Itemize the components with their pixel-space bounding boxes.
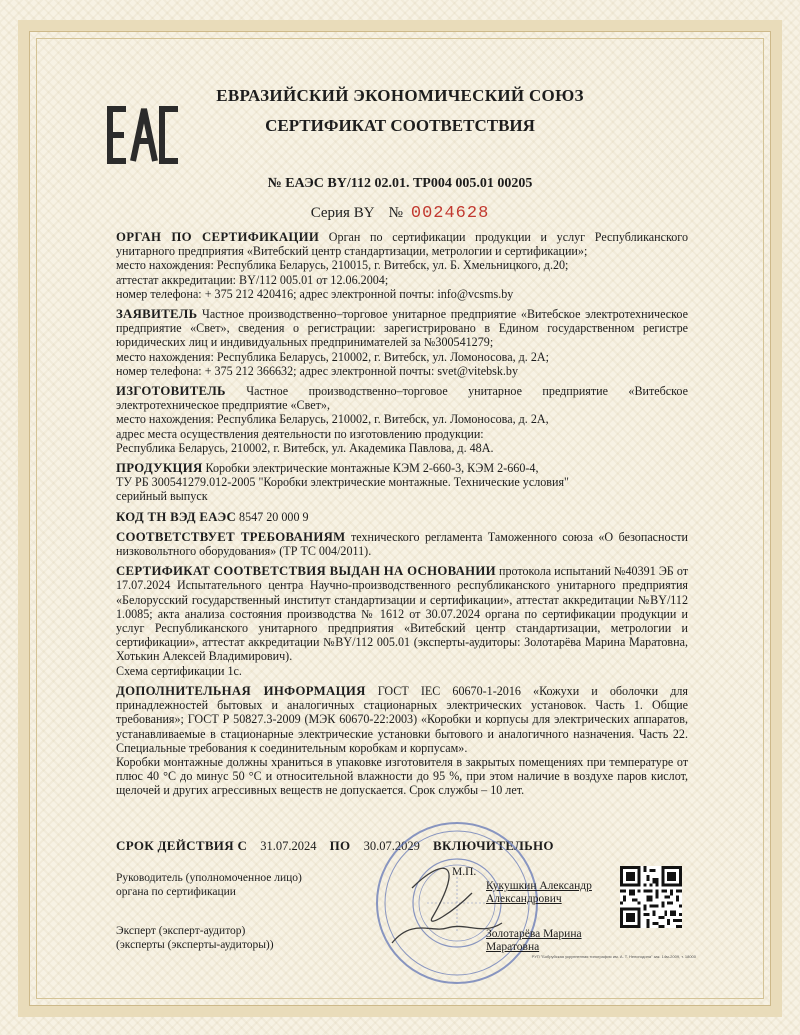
series-number: 0024628 xyxy=(410,204,490,223)
applicant-address: место нахождения: Республика Беларусь, 210002, г. Витебск, ул. Ломоносова, д. 2А; xyxy=(116,349,549,364)
expert-label-line-1: Эксперт (эксперт-аудитор) xyxy=(116,925,246,937)
eac-logo-icon xyxy=(106,105,182,165)
basis-section xyxy=(116,564,688,663)
section-label: СЕРТИФИКАТ СООТВЕТСТВИЯ ВЫДАН НА ОСНОВАНИИ xyxy=(116,564,496,579)
expert-name-line-2: Маратовна xyxy=(486,941,540,953)
product-release: серийный выпуск xyxy=(116,489,208,504)
body-accreditation: аттестат аккредитации: BY/112 005.01 от 12.06.2004; xyxy=(116,272,389,287)
union-title: ЕВРАЗИЙСКИЙ ЭКОНОМИЧЕСКИЙ СОЮЗ xyxy=(216,86,584,105)
head-name-line-2: Александрович xyxy=(486,893,562,905)
series-line xyxy=(120,204,680,223)
validity-label: СРОК ДЕЙСТВИЯ С xyxy=(116,838,248,853)
head-name xyxy=(486,880,592,906)
head-signature-label xyxy=(116,871,302,899)
section-label: СООТВЕТСТВУЕТ ТРЕБОВАНИЯМ xyxy=(116,529,346,544)
certificate-body xyxy=(116,230,688,798)
section-text: Орган по сертификации продукции и услуг Республиканского унитарного предприятия «Витебский центр стандартизации, метрологии и сертификации»; xyxy=(116,230,689,259)
number-symbol: № xyxy=(388,205,403,221)
validity-to: 30.07.2029 xyxy=(363,839,420,853)
section-text: ГОСТ IEC 60670-1-2016 «Кожухи и оболочки для принадлежностей бытовых и аналогичных стационарных электрических установок. Часть 1. Общие требования»; ГОСТ Р 50827.3-2009 (МЭК 60670-22:2003) «Коробки и корпусы для электрических аппаратов, устанавливаемые в стационарные электрические установки бытового и аналогичного назначения. Часть 22. Специальные требования к соединительным коробкам и корпусам». xyxy=(116,683,688,755)
storage-conditions: Коробки монтажные должны храниться в упаковке изготовителя в закрытых помещениях при температуре от плюс 40 °С до минус 50 °С и относительной влажности до 95 %, при этом наличие в воздухе паров кислот, щелочей и других агрессивных веществ не допускается. Срок службы – 10 лет. xyxy=(116,754,688,798)
product-standard: ТУ РБ 300541279.012-2005 "Коробки электрические монтажные. Технические условия" xyxy=(116,475,569,490)
manufacturer-section xyxy=(116,384,688,412)
seal-place: М.П. xyxy=(452,866,477,878)
applicant-contacts: номер телефона: + 375 212 366632; адрес электронной почты: svet@vitebsk.by xyxy=(116,363,519,378)
compliance-section xyxy=(116,530,688,558)
section-label: ИЗГОТОВИТЕЛЬ xyxy=(116,384,226,399)
document-title: СЕРТИФИКАТ СООТВЕТСТВИЯ xyxy=(265,116,535,135)
code-value: 8547 20 000 9 xyxy=(236,509,309,524)
expert-signature-label xyxy=(116,924,274,952)
certification-body-section xyxy=(116,230,688,258)
series-label: Серия BY xyxy=(310,205,375,221)
section-text: протокола испытаний №40391 ЭБ от 17.07.2024 Испытательного центра Научно-производственного республиканского унитарного предприятия «Белорусский государственный институт стандартизации и сертификации», аттестат аккредитации №BY/112 1.0085; акта анализа состояния производства № 1612 от 30.07.2024 органа по сертификации продукции и услуг Республиканского унитарного предприятия «Витебский центр стандартизации, метрологии и сертификации», аттестат аккредитации №BY/112 005.01 (эксперты-аудиторы: Золотарёва Марина Маратовна, Хотькин Алексей Владимирович). xyxy=(116,564,688,664)
section-label: КОД ТН ВЭД ЕАЭС xyxy=(116,509,236,524)
section-label: ЗАЯВИТЕЛЬ xyxy=(116,307,198,322)
head-name-line-1: Кукушкин Александр xyxy=(486,880,592,892)
printer-imprint: РУП "Бобруйская укрупненная типография им. А. Т. Непогодина" зак. 14м-2009, т. 18000 xyxy=(531,954,696,959)
product-section xyxy=(116,461,688,475)
expert-label-line-2: (эксперты (эксперты-аудиторы)) xyxy=(116,939,274,951)
code-section xyxy=(116,510,688,524)
section-text: Коробки электрические монтажные КЭМ 2-660-3, КЭМ 2-660-4, xyxy=(202,461,539,476)
validity-to-label: ПО xyxy=(329,838,351,853)
qr-code-icon xyxy=(620,866,682,928)
applicant-section xyxy=(116,307,688,350)
expert-name-line-1: Золотарёва Марина xyxy=(486,928,582,940)
section-label: ОРГАН ПО СЕРТИФИКАЦИИ xyxy=(116,230,320,244)
certification-scheme: Схема сертификации 1с. xyxy=(116,663,242,678)
manufacturer-address: место нахождения: Республика Беларусь, 210002, г. Витебск, ул. Ломоносова, д. 2А, xyxy=(116,412,549,427)
section-text: Частное производственно–торговое унитарное предприятие «Витебское электротехническое предприятие «Свет», сведения о регистрации: зарегистрировано в Едином государственном регистре юридических лиц и индивидуальных предпринимателей за №300541279; xyxy=(116,307,688,350)
validity-from: 31.07.2024 xyxy=(260,839,317,853)
section-label: ПРОДУКЦИЯ xyxy=(116,461,203,476)
body-contacts: номер телефона: + 375 212 420416; адрес электронной почты: info@vcsms.by xyxy=(116,286,514,301)
section-label: ДОПОЛНИТЕЛЬНАЯ ИНФОРМАЦИЯ xyxy=(116,683,366,698)
validity-inclusive: ВКЛЮЧИТЕЛЬНО xyxy=(432,838,554,853)
head-label-line-1: Руководитель (уполномоченное лицо) xyxy=(116,872,302,884)
production-label: адрес места осуществления деятельности по изготовлению продукции: xyxy=(116,426,484,441)
expert-name xyxy=(486,928,582,954)
additional-section xyxy=(116,684,688,755)
section-text: Частное производственно–торговое унитарное предприятие «Витебское электротехническое предприятие «Свет», xyxy=(116,384,688,413)
body-address: место нахождения: Республика Беларусь, 210015, г. Витебск, ул. Б. Хмельницкого, д.20; xyxy=(116,258,569,273)
section-text: технического регламента Таможенного союза «О безопасности низковольтного оборудования» (ТР ТС 004/2011). xyxy=(116,529,688,559)
head-label-line-2: органа по сертификации xyxy=(116,886,236,898)
certificate-number: № ЕАЭС BY/112 02.01. ТР004 005.01 00205 xyxy=(267,176,533,191)
production-address: Республика Беларусь, 210002, г. Витебск, ул. Академика Павлова, д. 48А. xyxy=(116,440,494,455)
